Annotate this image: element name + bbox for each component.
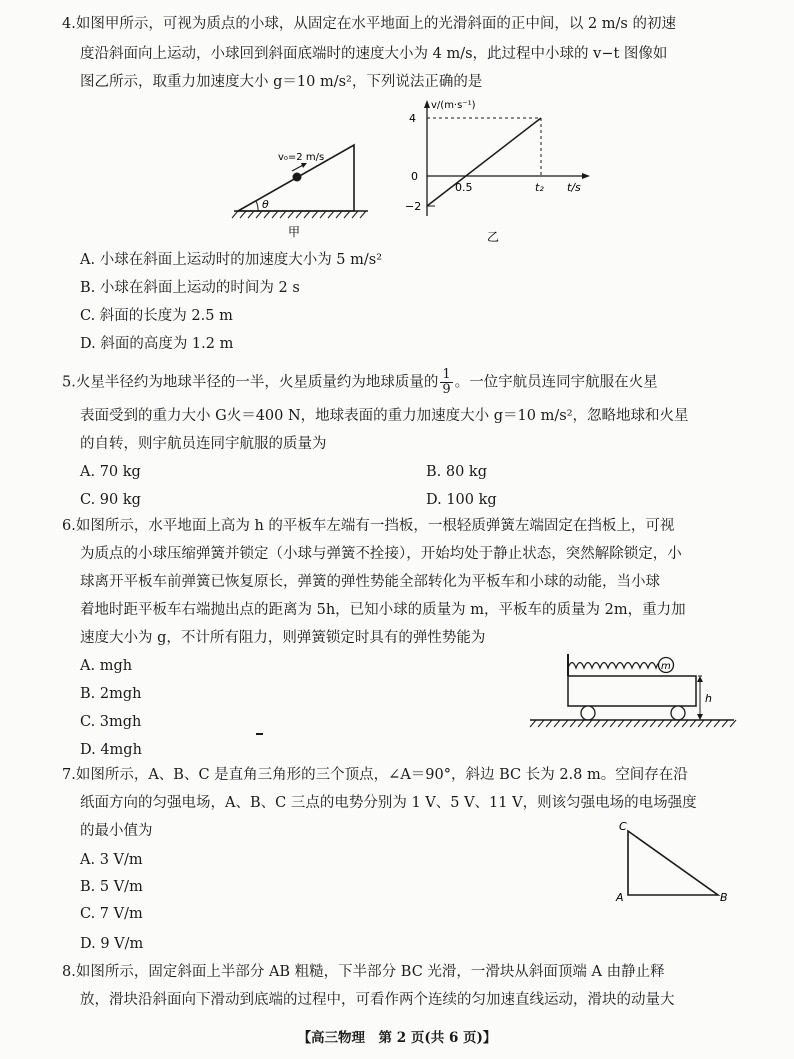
q7-line-3: 的最小值为 [80,823,153,839]
q5-option-c: C. 90 kg [80,492,141,508]
height-h-label: h [705,692,712,705]
vt-tick-05: 0.5 [455,181,473,194]
vertex-b-label: B [720,891,728,904]
vt-tick-0: 0 [411,170,418,183]
q5-option-d: D. 100 kg [426,492,497,508]
v0-label: v₀=2 m/s [278,152,325,163]
q7-option-d: D. 9 V/m [80,936,144,952]
q8-line-2: 放，滑块沿斜面向下滑动到底端的过程中，可看作两个连续的匀加速直线运动，滑块的动量大 [80,992,675,1008]
page-footer: 【高三物理 第 2 页(共 6 页)】 [297,1030,497,1046]
q4-option-c: C. 斜面的长度为 2.5 m [80,308,233,324]
q5-line-1 [62,368,658,397]
q6-option-d: D. 4mgh [80,742,142,758]
q7-line-2: 纸面方向的匀强电场，A、B、C 三点的电势分别为 1 V、5 V、11 V，则该匀强电场的电场强度 [80,795,697,811]
fraction-one-ninth: $\frac{1}{9}$ [442,367,451,397]
q6-option-a: A. mgh [80,658,133,674]
q5-option-a: A. 70 kg [80,464,141,480]
q6-line-4: 着地时距平板车右端抛出点的距离为 5h，已知小球的质量为 m，平板车的质量为 2m，重力加 [80,602,686,618]
q7-line-1: 7.如图所示，A、B、C 是直角三角形的三个顶点，∠A＝90°，斜边 BC 长为 2.8 m。空间存在沿 [62,767,688,783]
q6-line-5: 速度大小为 g，不计所有阻力，则弹簧锁定时具有的弹性势能为 [80,630,486,646]
q4-option-a: A. 小球在斜面上运动时的加速度大小为 5 m/s² [80,252,383,268]
fig-b-caption: 乙 [487,230,500,244]
stray-mark [256,733,263,735]
q8-line-1: 8.如图所示，固定斜面上半部分 AB 粗糙，下半部分 BC 光滑，一滑块从斜面顶端 A 由静止释 [62,964,665,980]
q7-figure-triangle [610,815,740,910]
q4-option-b: B. 小球在斜面上运动的时间为 2 s [80,280,300,296]
vertex-a-label: A [616,891,624,904]
q6-line-1: 6.如图所示，水平地面上高为 h 的平板车左端有一挡板，一根轻质弹簧左端固定在挡板上，可视 [62,518,675,534]
theta-label: θ [262,198,269,211]
q4-line-2: 度沿斜面向上运动，小球回到斜面底端时的速度大小为 4 m/s，此过程中小球的 v−t 图像如 [80,46,668,62]
q6-figure-cart [526,650,741,740]
q6-option-c: C. 3mgh [80,714,142,730]
vt-tick-t2: t₂ [535,181,544,194]
q4-figure-vt-graph [395,96,595,246]
q4-line-1: 4.如图甲所示，可视为质点的小球，从固定在水平地面上的光滑斜面的正中间，以 2 m/s 的初速 [62,16,676,32]
vt-xlabel: t/s [567,181,581,194]
ball-m-label: m [661,661,671,672]
q4-line-3: 图乙所示，取重力加速度大小 g＝10 m/s²，下列说法正确的是 [80,74,483,90]
vt-tick-4: 4 [409,112,416,125]
q4-figure-incline [230,140,375,240]
fig-a-caption: 甲 [288,225,301,239]
q5-line-3: 的自转，则宇航员连同宇航服的质量为 [80,436,327,452]
q5-line-1b: 。一位宇航员连同宇航服在火星 [454,374,658,391]
q7-option-b: B. 5 V/m [80,879,143,895]
q6-line-2: 为质点的小球压缩弹簧并锁定（小球与弹簧不拴接），开始均处于静止状态，突然解除锁定，小 [80,546,682,562]
q5-line-2: 表面受到的重力大小 G火＝400 N，地球表面的重力加速度大小 g＝10 m/s²，忽略地球和火星 [80,408,689,424]
q6-line-3: 球离开平板车前弹簧已恢复原长，弹簧的弹性势能全部转化为平板车和小球的动能，当小球 [80,574,660,590]
q7-option-c: C. 7 V/m [80,906,143,922]
q5-line-1a: 5.火星半径约为地球半径的一半，火星质量约为地球质量的 [62,374,439,391]
vertex-c-label: C [619,820,627,833]
q4-option-d: D. 斜面的高度为 1.2 m [80,336,234,352]
q7-option-a: A. 3 V/m [80,852,143,868]
q5-option-b: B. 80 kg [426,464,488,480]
vt-tick-neg2: −2 [405,200,422,213]
vt-ylabel: v/(m·s⁻¹) [431,100,476,111]
q6-option-b: B. 2mgh [80,686,142,702]
